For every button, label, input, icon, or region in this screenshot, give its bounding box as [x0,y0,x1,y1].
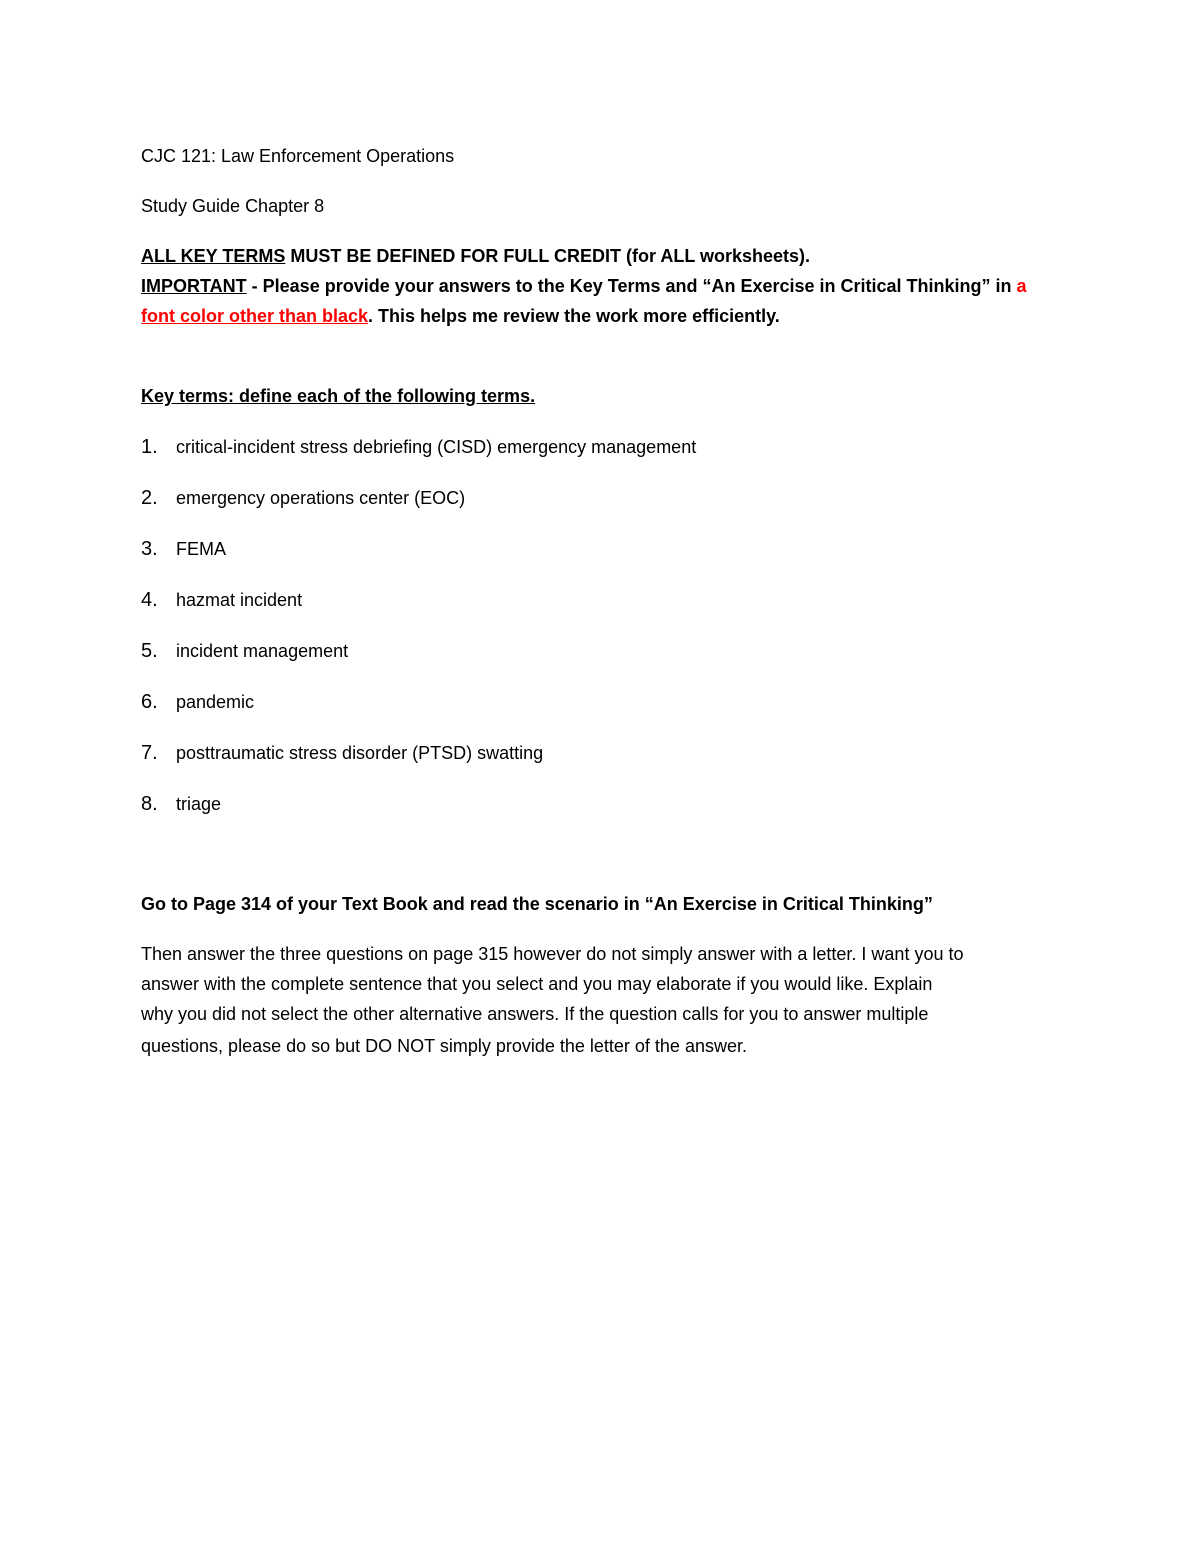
exercise-paragraph-line: Then answer the three questions on page 315 however do not simply answer with a letter. I want you to [141,944,964,964]
credit-rule-underlined: ALL KEY TERMS [141,246,286,266]
key-term-item [141,589,302,611]
key-term-item [141,640,348,662]
key-term-item [141,436,696,458]
list-number: 1. [141,436,158,458]
exercise-heading: Go to Page 314 of your Text Book and read the scenario in “An Exercise in Critical Thinking” [141,894,933,914]
key-term-text: pandemic [176,692,255,712]
list-number: 8. [141,793,158,815]
key-term-text: posttraumatic stress disorder (PTSD) swatting [176,743,544,763]
key-term-text: triage [176,794,222,814]
exercise-paragraph-line: questions, please do so but DO NOT simply provide the letter of the answer. [141,1036,747,1056]
list-number: 4. [141,589,158,611]
important-label: IMPORTANT [141,276,247,296]
important-red-text-2: font color other than black [141,306,369,326]
exercise-paragraph-line: why you did not select the other alternative answers. If the question calls for you to answer multiple [141,1004,929,1024]
key-terms-heading: Key terms: define each of the following terms. [141,386,536,406]
key-term-text: critical-incident stress debriefing (CISD) emergency management [176,437,697,457]
list-number: 5. [141,640,158,662]
key-term-item [141,793,221,815]
key-term-text: incident management [176,641,349,661]
important-text-1: - Please provide your answers to the Key Terms and “An Exercise in Critical Thinking” in [246,276,1017,296]
credit-rule-text: MUST BE DEFINED FOR FULL CREDIT (for ALL worksheets). [285,246,811,266]
exercise-paragraph-line: answer with the complete sentence that you select and you may elaborate if you would like. Explain [141,974,933,994]
important-red-text-1: a [1016,276,1027,296]
list-number: 2. [141,487,158,509]
key-term-text: emergency operations center (EOC) [176,488,466,508]
important-notice-line-1 [141,275,1027,297]
course-title: CJC 121: Law Enforcement Operations [141,146,455,166]
key-term-item [141,691,254,713]
list-number: 3. [141,538,158,560]
list-number: 6. [141,691,158,713]
key-term-text: hazmat incident [176,590,303,610]
credit-rule-line [141,245,810,267]
key-term-item [141,742,543,764]
important-text-2: . This helps me review the work more efficiently. [368,306,780,326]
key-term-text: FEMA [176,539,227,559]
important-notice-line-2 [141,305,780,327]
key-term-item [141,538,226,560]
study-guide-title: Study Guide Chapter 8 [141,196,325,216]
list-number: 7. [141,742,158,764]
key-term-item [141,487,465,509]
